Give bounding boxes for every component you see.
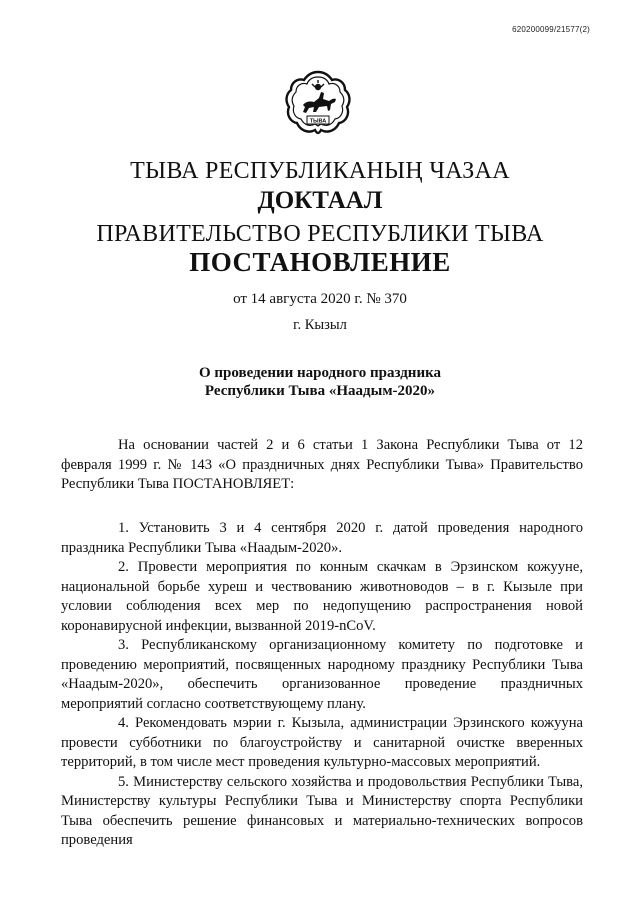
resolution-item: 5. Министерству сельского хозяйства и продовольствия Республики Тыва, Министерству культуры Республики Тыва и Министерству спорта Республики Тыва обеспечить решение финансовых и материально-технических вопросов проведения [61, 773, 583, 848]
russian-document-kind: ПОСТАНОВЛЕНИЕ [189, 247, 451, 277]
document-date-number: от 14 августа 2020 г. № 370 [233, 291, 407, 307]
resolution-item: 2. Провести мероприятия по конным скачкам в Эрзинском кожууне, национальной борьбе хуреш и чествованию животноводов – в г. Кызыле при условии соблюдения всех мер по недопущению распространения новой коронавирусной инфекции, вызванной 2019-nCoV. [61, 559, 583, 634]
subject-line-2: Республики Тыва «Наадым-2020» [204, 383, 436, 399]
document-subject [0, 364, 640, 400]
subject-line-1: О проведении народного праздника [198, 365, 441, 381]
intro-section [61, 436, 583, 495]
tyva-government-title: ТЫВА РЕСПУБЛИКАНЫҢ ЧАЗАА [130, 158, 510, 184]
document-code: 620200099/21577(2) [512, 25, 590, 34]
resolution-item: 1. Установить 3 и 4 сентября 2020 г. датой проведения народного праздника Республики Тыва «Наадым-2020». [61, 520, 583, 556]
resolution-items [61, 519, 583, 851]
emblem-label: ТЫВА [309, 118, 327, 125]
document-city: г. Кызыл [293, 317, 347, 333]
resolution-item: 4. Рекомендовать мэрии г. Кызыла, администрации Эрзинского кожууна провести субботники по благоустройству и санитарной очистке вверенных территорий, в том числе мест проведения культурно-массовых мероприятий. [61, 715, 583, 770]
tyva-document-kind: ДОКТААЛ [257, 187, 383, 214]
intro-paragraph: На основании частей 2 и 6 статьи 1 Закона Республики Тыва от 12 февраля 1999 г. № 143 «О праздничных днях Республики Тыва» Правительство Республики Тыва ПОСТАНОВЛЯЕТ: [61, 437, 583, 492]
russian-government-title: ПРАВИТЕЛЬСТВО РЕСПУБЛИКИ ТЫВА [96, 221, 544, 247]
coat-of-arms-emblem [283, 68, 353, 138]
resolution-item: 3. Республиканскому организационному комитету по подготовке и проведению мероприятий, посвященных народному празднику Республики Тыва «Наадым-2020», обеспечить организованное проведение праздничных мероприятий согласно соответствующему плану. [61, 637, 583, 712]
